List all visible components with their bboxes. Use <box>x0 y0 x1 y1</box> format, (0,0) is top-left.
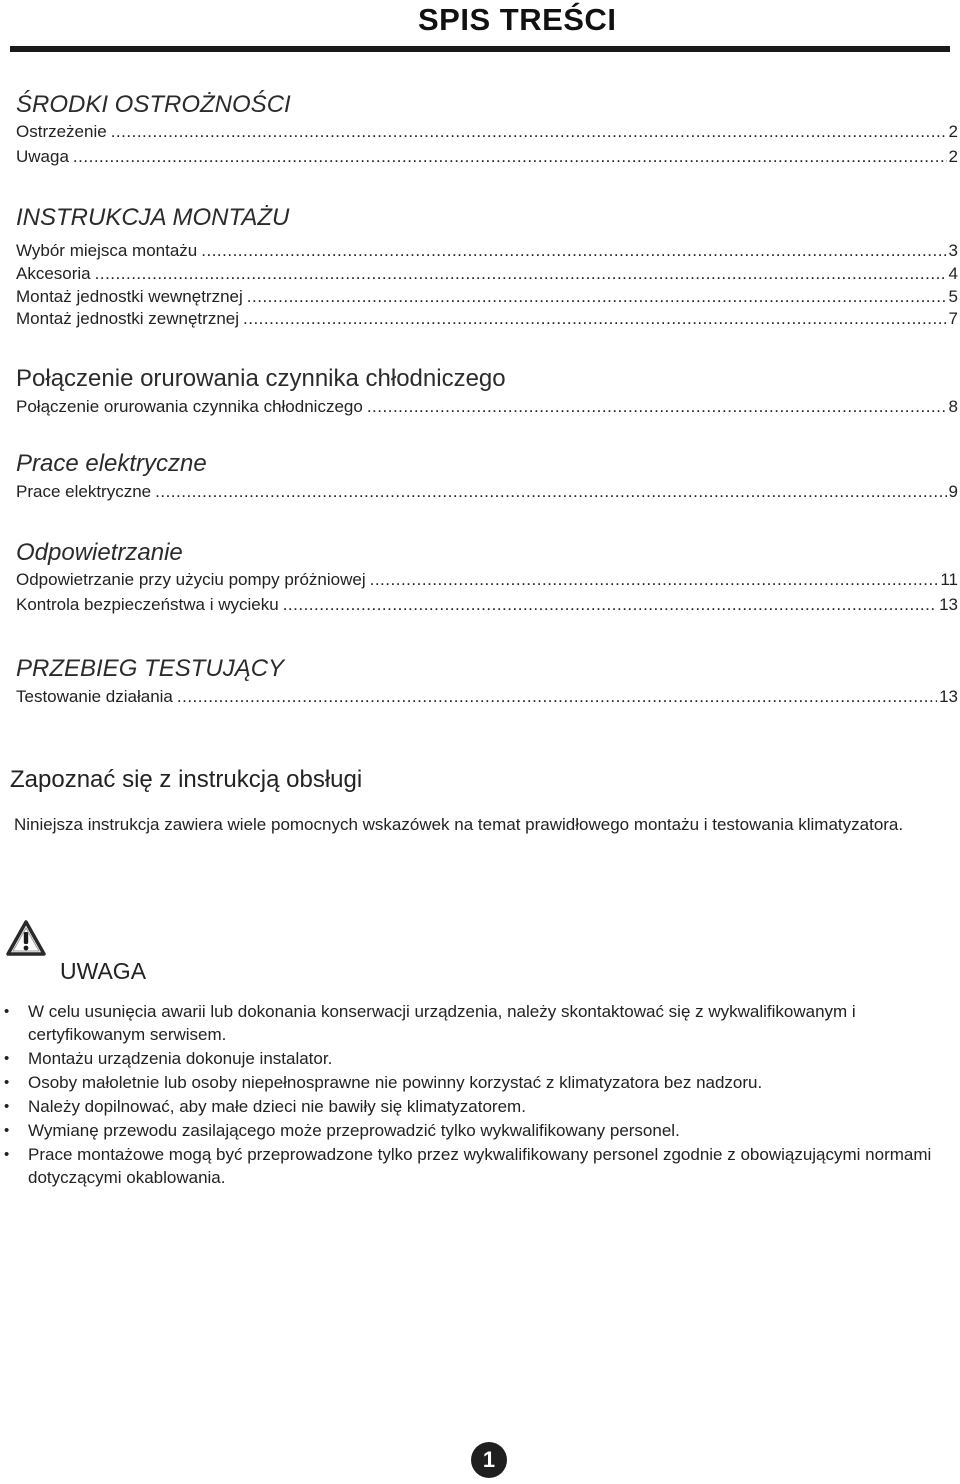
toc-section-title: Odpowietrzanie <box>16 539 183 566</box>
toc-entry-page: 2 <box>948 122 958 141</box>
intro-paragraph: Niniejsza instrukcja zawiera wiele pomocnych wskazówek na temat prawidłowego montażu i testowania klimatyzatora. <box>14 815 904 834</box>
toc-entry-page: 11 <box>940 570 958 589</box>
page-title: SPIS TREŚCI <box>418 2 617 37</box>
toc-section-title: INSTRUKCJA MONTAŻU <box>16 204 290 231</box>
toc-leader-dots <box>111 121 947 143</box>
toc-entry[interactable] <box>16 594 958 616</box>
toc-leader-dots <box>247 286 947 308</box>
toc-entry-page: 9 <box>948 482 958 501</box>
toc-entry-page: 8 <box>948 397 958 416</box>
toc-leader-dots <box>370 569 939 591</box>
caution-item: • Osoby małoletnie lub osoby niepełnosprawne nie powinny korzystać z klimatyzatora bez nadzoru. <box>0 1071 940 1094</box>
toc-entry-label: Kontrola bezpieczeństwa i wycieku <box>16 595 279 614</box>
toc-leader-dots <box>177 686 937 708</box>
toc-entry[interactable] <box>16 396 958 418</box>
toc-entry-page: 3 <box>948 241 958 260</box>
caution-item: • Prace montażowe mogą być przeprowadzone tylko przez wykwalifikowany personel zgodnie z obowiązującymi normami dotyczącymi okablowania. <box>0 1143 940 1189</box>
toc-section-title: ŚRODKI OSTROŻNOŚCI <box>16 91 291 118</box>
caution-item: • W celu usunięcia awarii lub dokonania konserwacji urządzenia, należy skontaktować się z wykwalifikowanym i certyfikowanym serwisem. <box>0 1000 940 1046</box>
warning-triangle-icon <box>6 920 46 956</box>
toc-leader-dots <box>201 240 946 262</box>
toc-leader-dots <box>73 146 947 168</box>
toc-entry-label: Odpowietrzanie przy użyciu pompy próżniowej <box>16 570 366 589</box>
toc-entry-label: Ostrzeżenie <box>16 122 107 141</box>
toc-entry-label: Akcesoria <box>16 264 91 283</box>
toc-section-title: PRZEBIEG TESTUJĄCY <box>16 655 285 682</box>
toc-entry[interactable] <box>16 569 958 591</box>
toc-entry[interactable] <box>16 263 958 285</box>
toc-entry[interactable] <box>16 121 958 143</box>
caution-item: • Należy dopilnować, aby małe dzieci nie bawiły się klimatyzatorem. <box>0 1095 940 1118</box>
toc-entry-page: 13 <box>939 595 958 614</box>
caution-list <box>0 1000 940 1190</box>
caution-title: UWAGA <box>60 958 147 984</box>
toc-entry-label: Prace elektryczne <box>16 482 152 501</box>
toc-leader-dots <box>283 594 937 616</box>
toc-entry[interactable] <box>16 308 958 330</box>
toc-section-title: Połączenie orurowania czynnika chłodniczego <box>16 365 506 392</box>
toc-entry[interactable] <box>16 286 958 308</box>
toc-entry-label: Testowanie działania <box>16 687 173 706</box>
toc-entry[interactable] <box>16 686 958 708</box>
toc-entry-page: 4 <box>948 264 958 283</box>
toc-entry-label: Wybór miejsca montażu <box>16 241 198 260</box>
toc-entry-label: Połączenie orurowania czynnika chłodniczego <box>16 397 363 416</box>
toc-entry[interactable] <box>16 146 958 168</box>
toc-entry-label: Montaż jednostki zewnętrznej <box>16 309 240 328</box>
toc-entry[interactable] <box>16 481 958 503</box>
page-number-badge: 1 <box>471 1442 507 1478</box>
toc-entry-page: 13 <box>939 687 958 706</box>
caution-item: • Montażu urządzenia dokonuje instalator. <box>0 1047 940 1070</box>
toc-leader-dots <box>95 263 947 285</box>
toc-section-title: Prace elektryczne <box>16 450 207 477</box>
caution-item: • Wymianę przewodu zasilającego może przeprowadzić tylko wykwalifikowany personel. <box>0 1119 940 1142</box>
toc-entry-label: Montaż jednostki wewnętrznej <box>16 287 243 306</box>
toc-leader-dots <box>155 481 946 503</box>
toc-entry[interactable] <box>16 240 958 262</box>
title-underline <box>10 46 950 52</box>
toc-entry-page: 7 <box>948 309 958 328</box>
toc-entry-page: 5 <box>948 287 958 306</box>
toc-entry-label: Uwaga <box>16 147 69 166</box>
intro-heading: Zapoznać się z instrukcją obsługi <box>10 766 363 793</box>
toc-entry-page: 2 <box>948 147 958 166</box>
toc-leader-dots <box>367 396 947 418</box>
toc-leader-dots <box>243 308 947 330</box>
